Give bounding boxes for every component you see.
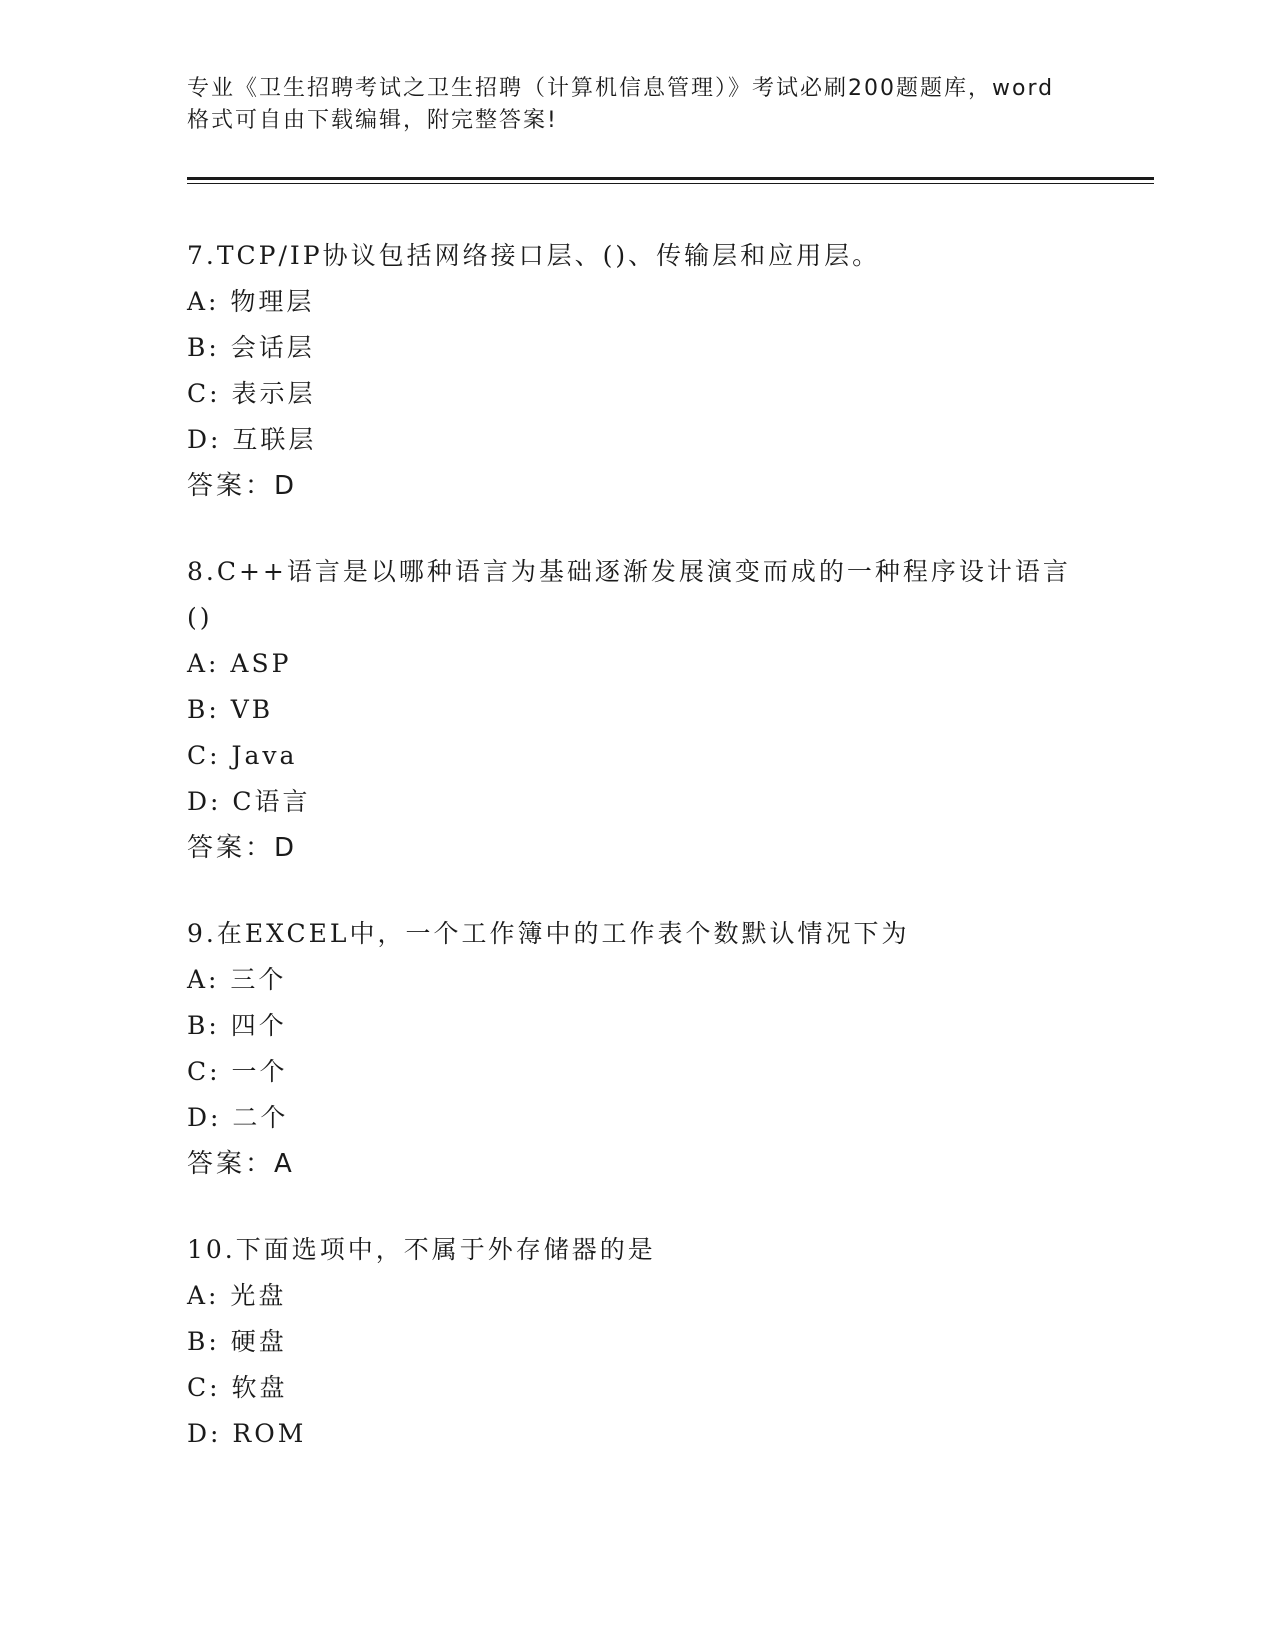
option-c: C: Java	[187, 741, 298, 770]
option-a: A: 光盘	[187, 1281, 287, 1310]
header-line-2: 格式可自由下载编辑，附完整答案!	[187, 108, 558, 133]
question-text: 7.TCP/IP协议包括网络接口层、()、传输层和应用层。	[187, 241, 881, 270]
header-line-1: 专业《卫生招聘考试之卫生招聘（计算机信息管理）》考试必刷200题题库，word	[187, 76, 1055, 101]
option-a: A: 三个	[187, 965, 287, 994]
option-d: D: ROM	[187, 1419, 307, 1448]
question-text: 10.下面选项中，不属于外存储器的是	[187, 1235, 656, 1264]
document-header	[187, 73, 1087, 137]
option-d: D: 二个	[187, 1103, 289, 1132]
option-b: B: 硬盘	[187, 1327, 287, 1356]
option-b: B: 四个	[187, 1011, 287, 1040]
option-c: C: 表示层	[187, 379, 316, 408]
option-d: D: 互联层	[187, 425, 317, 454]
question-text: 9.在EXCEL中，一个工作簿中的工作表个数默认情况下为	[187, 919, 910, 948]
option-c: C: 软盘	[187, 1373, 288, 1402]
question-10	[187, 1227, 1087, 1457]
question-list	[187, 233, 1087, 1497]
answer-label: 答案：D	[187, 833, 298, 863]
option-a: A: ASP	[187, 649, 292, 678]
header-divider-thick	[187, 177, 1154, 180]
question-7	[187, 233, 1087, 509]
answer-label: 答案：D	[187, 471, 298, 501]
option-b: B: 会话层	[187, 333, 315, 362]
question-8	[187, 549, 1087, 871]
option-d: D: C语言	[187, 787, 311, 816]
option-c: C: 一个	[187, 1057, 288, 1086]
question-9	[187, 911, 1087, 1187]
option-b: B: VB	[187, 695, 274, 724]
header-divider-thin	[187, 183, 1154, 184]
question-text: 8.C++语言是以哪种语言为基础逐渐发展演变而成的一种程序设计语言()	[187, 557, 1071, 632]
answer-label: 答案：A	[187, 1149, 295, 1179]
option-a: A: 物理层	[187, 287, 315, 316]
